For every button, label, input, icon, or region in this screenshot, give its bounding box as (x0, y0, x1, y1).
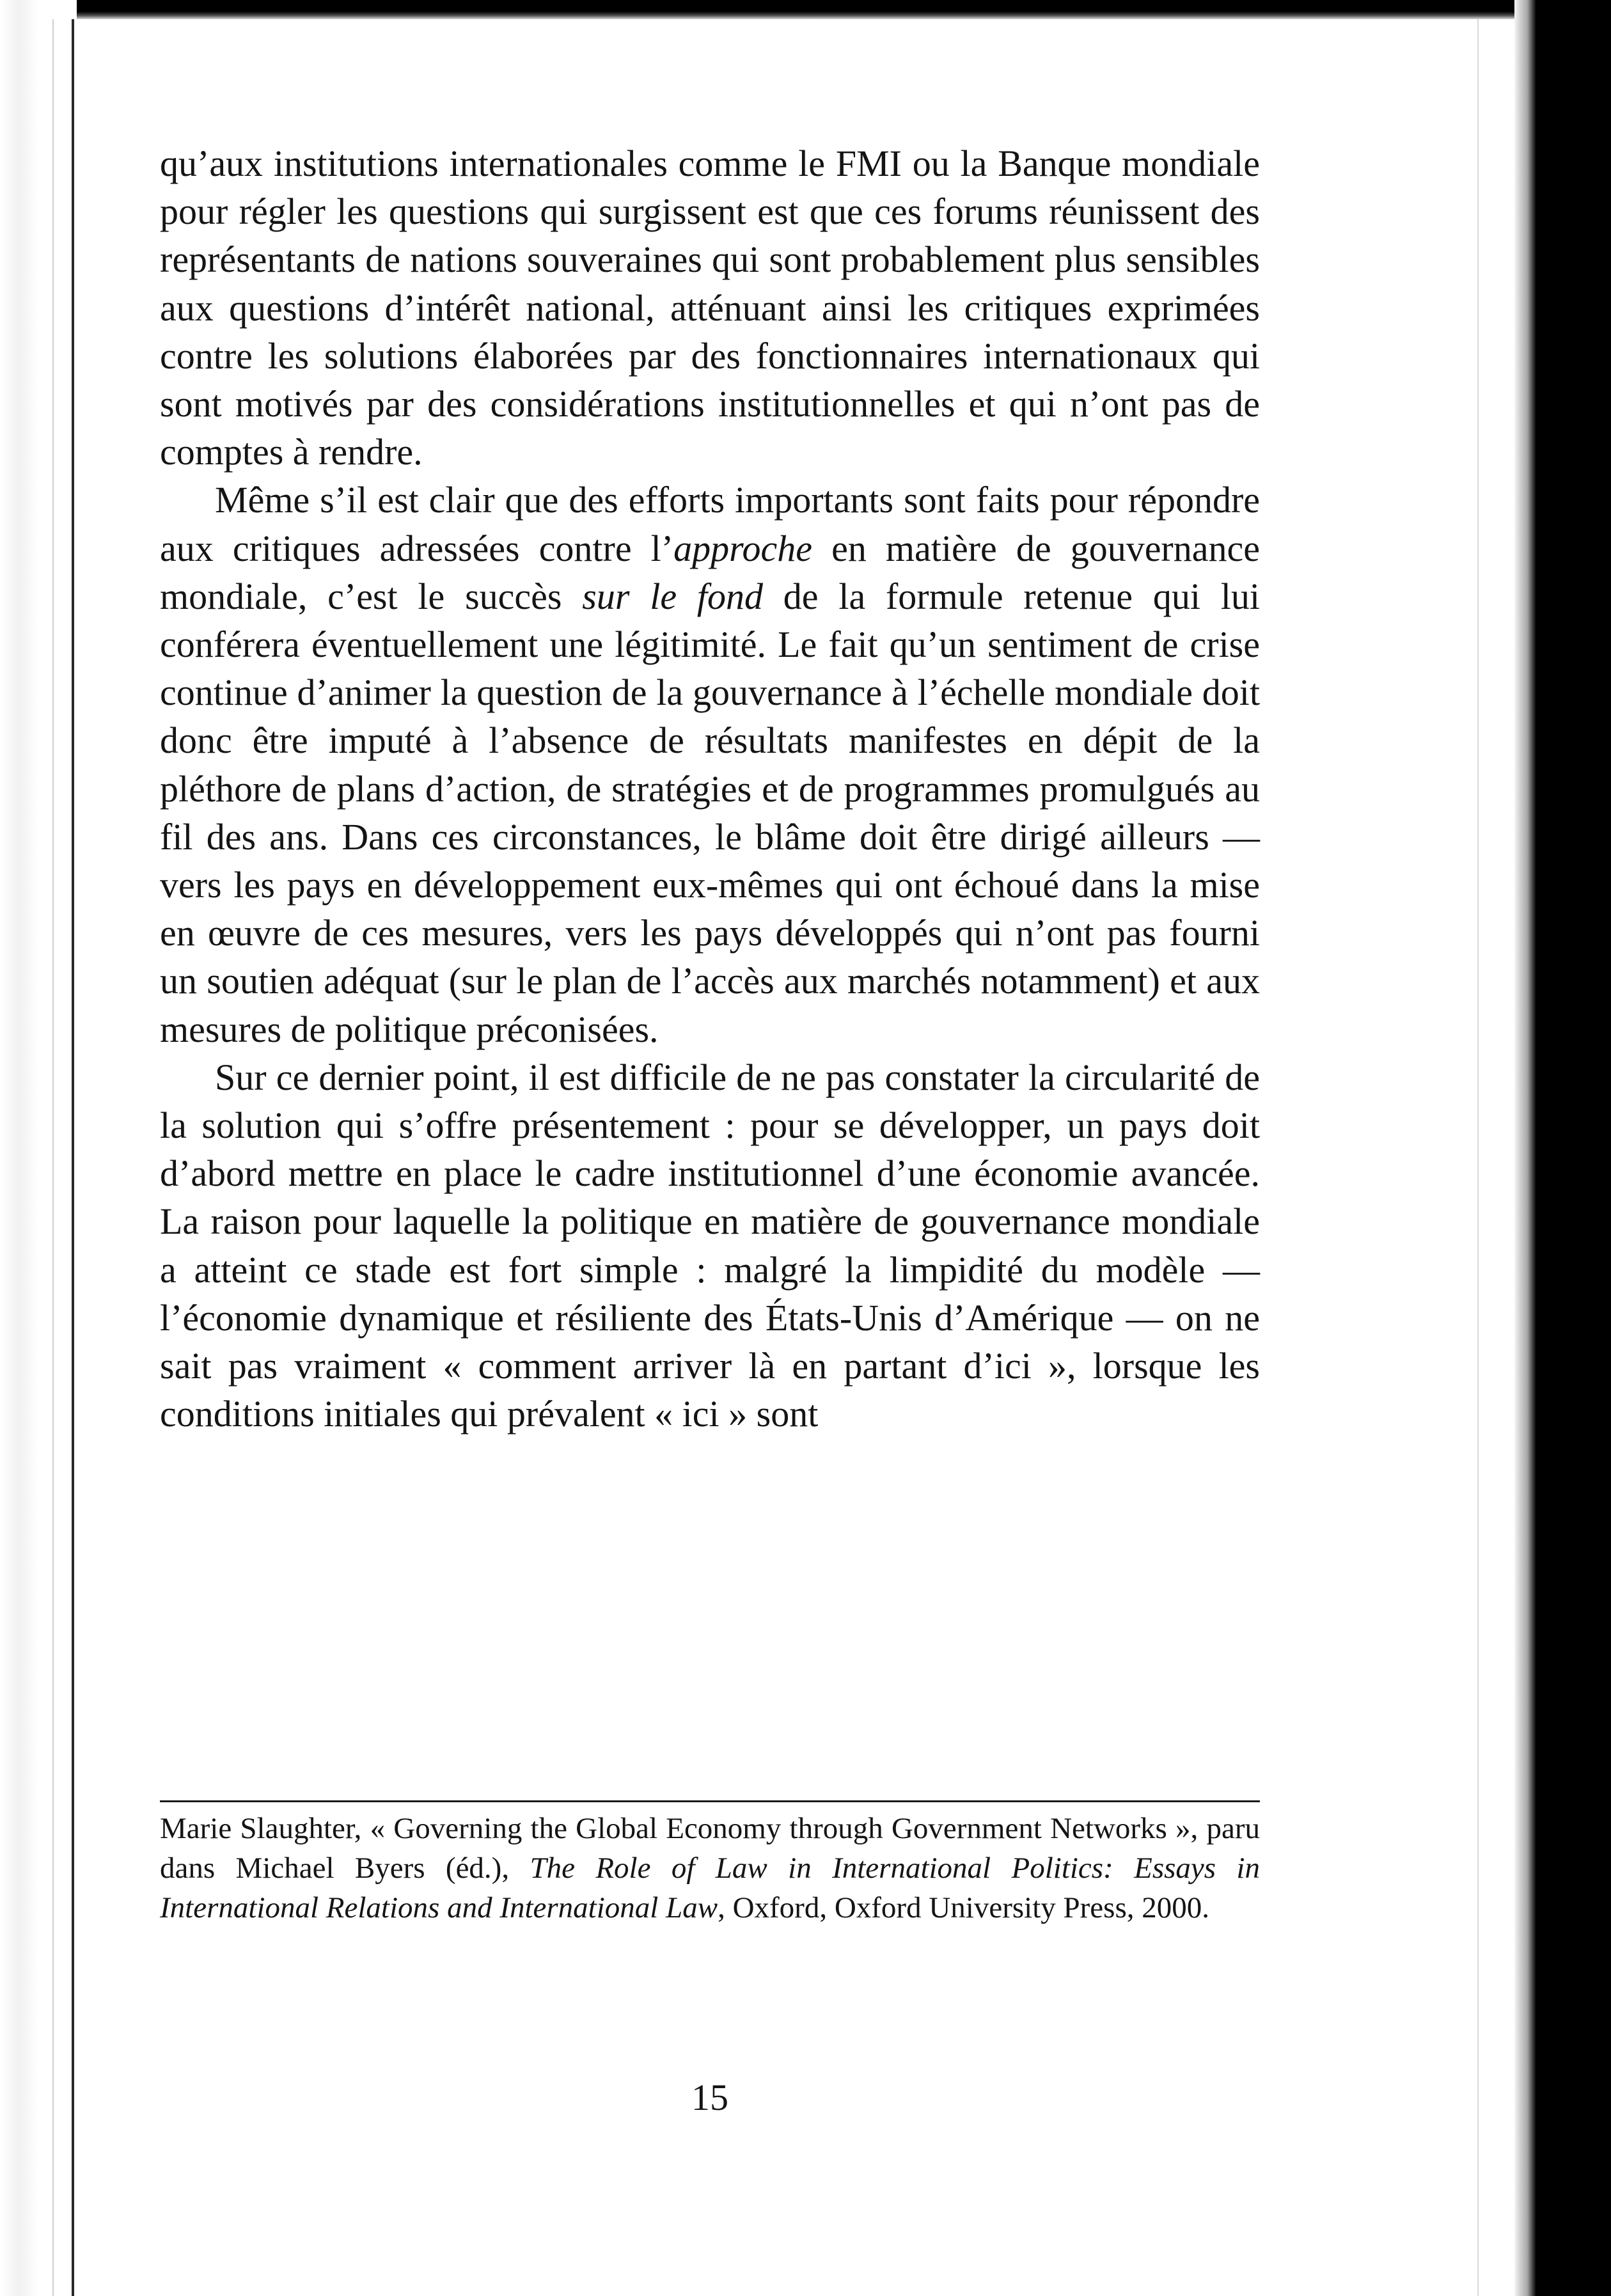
footnote-separator (160, 1800, 1260, 1802)
paragraph-1 (160, 139, 1260, 476)
scan-left-faint-line (52, 19, 54, 2296)
footnote-book-title: The Role of Law in International Politics: Essays in International Relations and International Law (160, 1852, 1260, 1924)
footnote (160, 1809, 1260, 1928)
footnote-text-a: Marie Slaughter, « Governing the Global Economy through Government Networks », paru dans Michael Byers (éd.), (160, 1812, 1260, 1885)
paragraph-1-text: qu’aux institutions internationales comme le FMI ou la Banque mondiale pour régler les questions qui surgissent est que ces forums réunissent des représentants de nations souveraines qui sont probablement plus sensibles aux questions d’intérêt national, atténuant ainsi les critiques exprimées contre les solutions élaborées par des fonctionnaires internationaux qui sont motivés par des considérations institutionnelles et qui n’ont pas de comptes à rendre. (160, 143, 1260, 473)
paragraph-2 (160, 476, 1260, 1053)
paragraph-3-text: Sur ce dernier point, il est difficile de ne pas constater la circularité de la solution qui s’offre présentement : pour se développer, un pays doit d’abord mettre en place le cadre institutionnel d’une économie avancée. La raison pour laquelle la politique en matière de gouvernance mondiale a atteint ce stade est fort simple : malgré la limpidité du modèle — l’économie dynamique et résiliente des États-Unis d’Amérique — on ne sait pas vraiment « comment arriver là en partant d’ici », lorsque les conditions initiales qui prévalent « ici » sont (160, 1056, 1260, 1435)
paragraph-3 (160, 1053, 1260, 1438)
scan-left-margin (0, 0, 77, 2296)
scan-top-shadow (0, 0, 1611, 19)
scan-right-faint-line (1477, 19, 1479, 2296)
page-number: 15 (691, 2077, 728, 2118)
paragraph-2-italic-approche: approche (673, 527, 813, 569)
footnote-text-b: , Oxford, Oxford University Press, 2000. (718, 1891, 1209, 1924)
paragraph-2-text-b: en matière de gouvernance mondiale, c’est le succès (160, 527, 1260, 617)
paragraph-2-text-a: Même s’il est clair que des efforts importants sont faits pour répondre aux critiques adressées contre l’ (160, 479, 1260, 569)
page-body (160, 139, 1260, 1438)
scan-right-dark-edge (1514, 0, 1611, 2296)
paragraph-2-italic-sur-le-fond: sur le fond (582, 575, 763, 617)
paragraph-2-text-c: de la formule retenue qui lui conférera éventuellement une légitimité. Le fait qu’un sentiment de crise continue d’animer la question de la gouvernance à l’échelle mondiale doit donc être imputé à l’absence de résultats manifestes en dépit de la pléthore de plans d’action, de stratégies et de programmes promulgués au fil des ans. Dans ces circonstances, le blâme doit être dirigé ailleurs — vers les pays en développement eux-mêmes qui ont échoué dans la mise en œuvre de ces mesures, vers les pays développés qui n’ont pas fourni un soutien adéquat (sur le plan de l’accès aux marchés notamment) et aux mesures de politique préconisées. (160, 575, 1260, 1050)
scan-left-binding-line (72, 19, 74, 2296)
